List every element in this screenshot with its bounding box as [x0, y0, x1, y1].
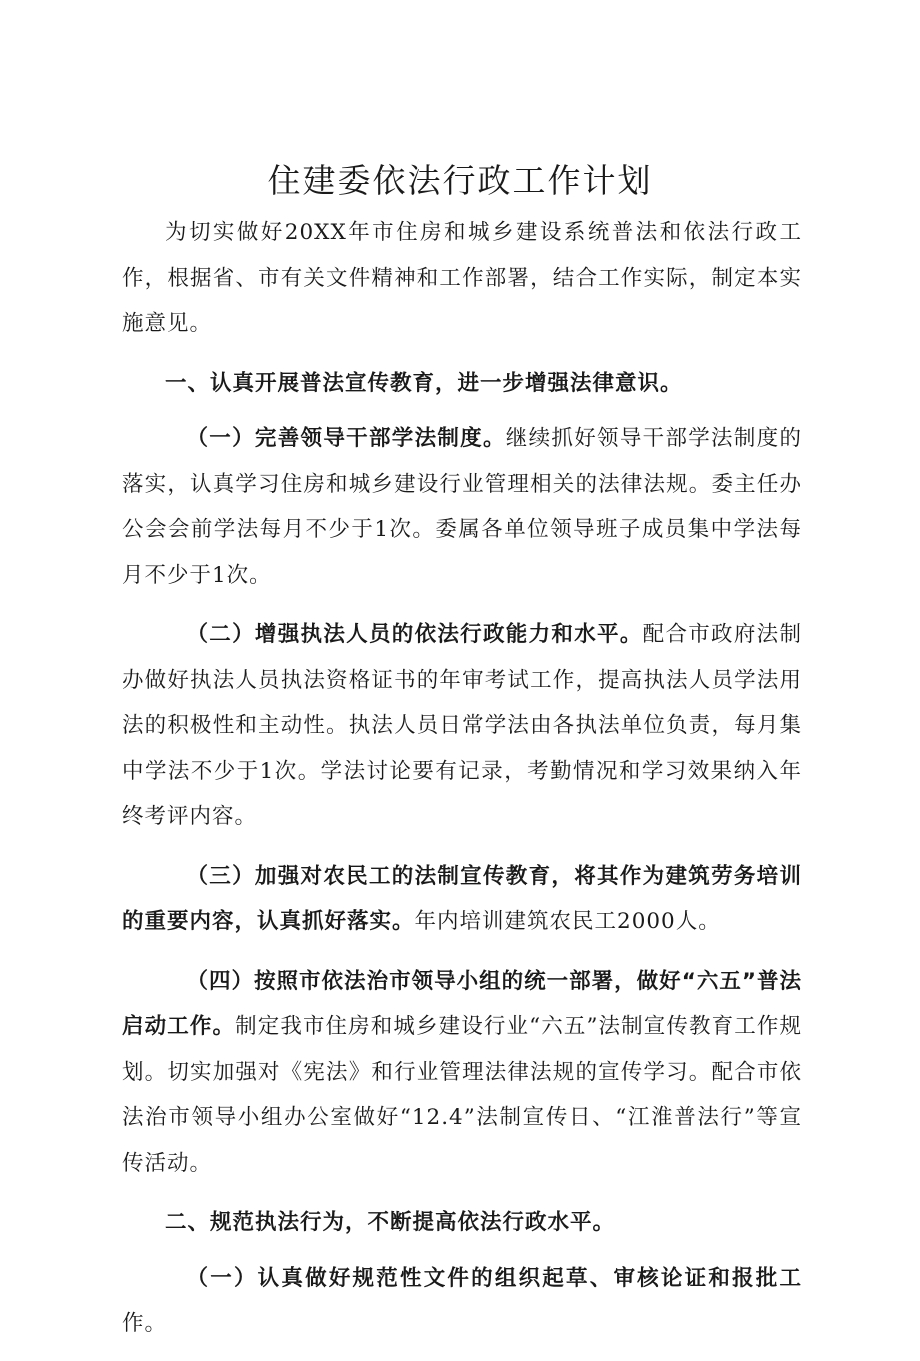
section-1-item-2 [122, 612, 802, 840]
section-1-item-4 [122, 959, 802, 1187]
item-text: 作。 [122, 1311, 168, 1336]
item-lead: （一）认真做好规范性文件的组织起草、审核论证和报批工 [186, 1265, 802, 1291]
item-text: 继续抓好领导干部学法制度的落实，认真学习住房和城乡建设行业管理相关的法律法规。委主任办公会会前学法每月不少于1次。委属各单位领导班子成员集中学法每月不少于1次。 [122, 426, 802, 588]
section-2-item-1 [122, 1256, 802, 1347]
section-1-item-3 [122, 854, 802, 945]
section-1-heading: 一、认真开展普法宣传教育，进一步增强法律意识。 [165, 370, 683, 396]
intro-paragraph: 为切实做好20XX年市住房和城乡建设系统普法和依法行政工作，根据省、市有关文件精神和工作部署，结合工作实际，制定本实施意见。 [122, 220, 802, 336]
item-lead: （四）按照市依法治市领导小组的统一部署，做好“六五”普法启动工作。 [122, 968, 802, 1039]
item-text: 制定我市住房和城乡建设行业“六五”法制宣传教育工作规划。切实加强对《宪法》和行业管理法律法规的宣传学习。配合市依法治市领导小组办公室做好“12.4”法制宣传日、“江淮普法行”等宣传活动。 [122, 1014, 802, 1176]
document-title: 住建委依法行政工作计划 [267, 161, 653, 200]
item-lead: （三）加强对农民工的法制宣传教育，将其作为建筑劳务培训的重要内容，认真抓好落实。 [122, 863, 802, 934]
item-lead: （一）完善领导干部学法制度。 [186, 426, 506, 451]
item-text: 配合市政府法制办做好执法人员执法资格证书的年审考试工作，提高执法人员学法用法的积极性和主动性。执法人员日常学法由各执法单位负责，每月集中学法不少于1次。学法讨论要有记录，考勤情况和学习效果纳入年终考评内容。 [122, 622, 802, 829]
document-body [122, 210, 802, 1361]
section-2-heading: 二、规范执法行为，不断提高依法行政水平。 [165, 1210, 616, 1235]
item-lead: （二）增强执法人员的依法行政能力和水平。 [186, 622, 643, 647]
section-1-item-1 [122, 416, 802, 598]
item-text: 年内培训建筑农民工2000人。 [414, 909, 721, 934]
